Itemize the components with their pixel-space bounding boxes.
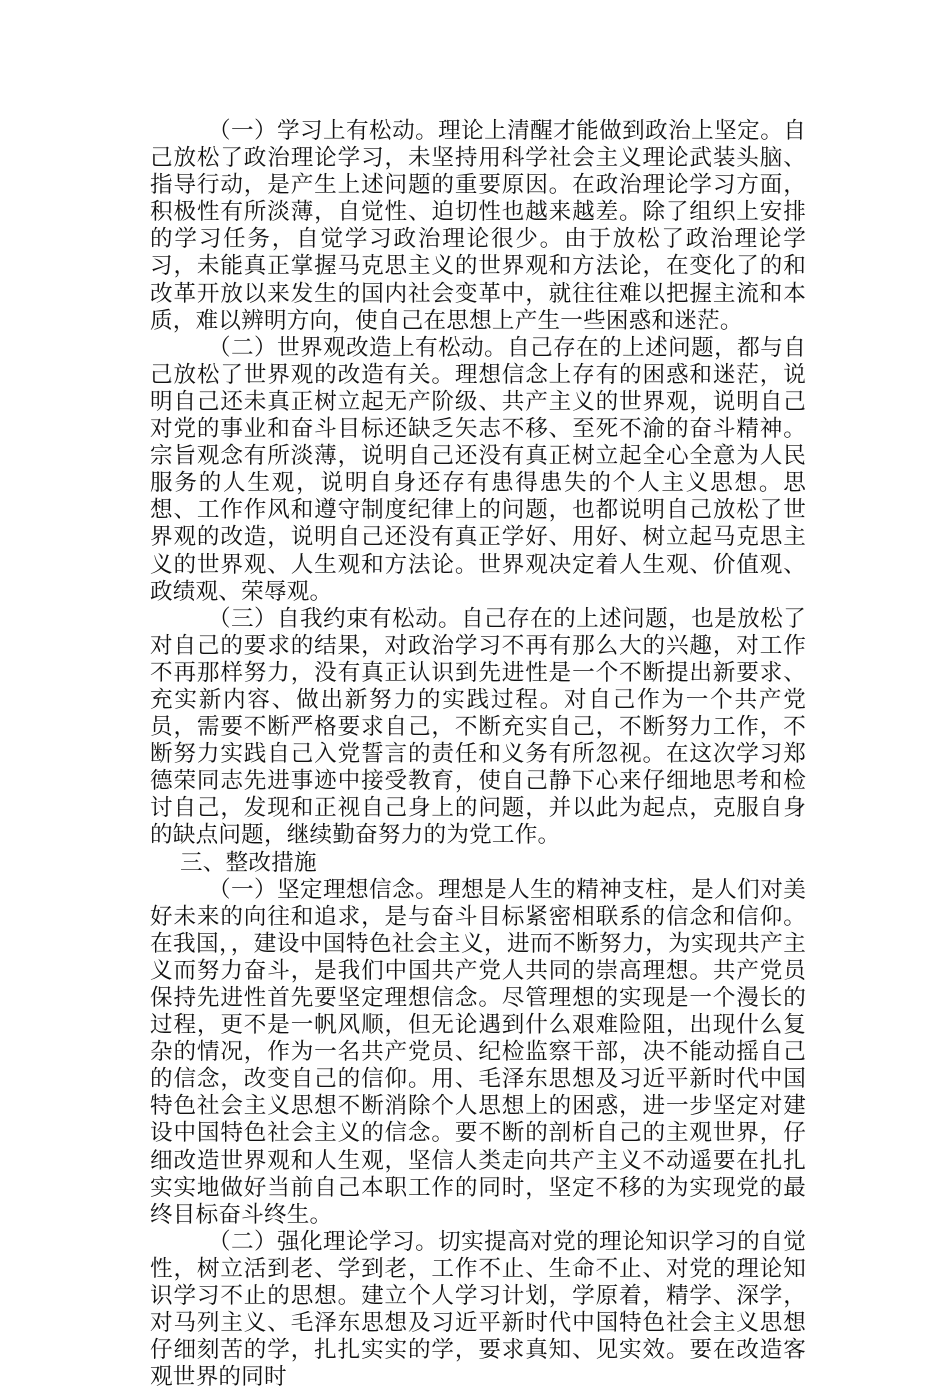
section-heading-rectification: 三、整改措施 — [180, 849, 317, 876]
paragraph-worldview-loosening: （二）世界观改造上有松动。自己存在的上述问题，都与自己放松了世界观的改造有关。理想信念上存有的困惑和迷茫，说明自己还未真正树立起无产阶级、共产主义的世界观，说明自己对党的事业和奋斗目标还缺乏矢志不移、至死不渝的奋斗精神。宗旨观念有所淡薄，说明自己还没有真正树立起全心全意为人民服务的人生观，说明自身还存有患得患失的个人主义思想。思想、工作作风和遵守制度纪律上的问题，也都说明自己放松了世界观的改造，说明自己还没有真正学好、用好、树立起马克思主义的世界观、人生观和方法论。世界观决定着人生观、价值观、政绩观、荣辱观。 — [150, 334, 806, 605]
paragraph-firm-ideals: （一）坚定理想信念。理想是人生的精神支柱，是人们对美好未来的向往和追求，是与奋斗目标紧密相联系的信念和信仰。在我国，，建设中国特色社会主义，进而不断努力，为实现共产主义而努力奋斗，是我们中国共产党人共同的崇高理想。共产党员保持先进性首先要坚定理想信念。尽管理想的实现是一个漫长的过程，更不是一帆风顺，但无论遇到什么艰难险阻，出现什么复杂的情况，作为一名共产党员、纪检监察干部，决不能动摇自己的信念，改变自己的信仰。用、毛泽东思想及习近平新时代中国特色社会主义思想不断消除个人思想上的困惑，进一步坚定对建设中国特色社会主义的信念。要不断的剖析自己的主观世界，仔细改造世界观和人生观，坚信人类走向共产主义不动遥要在扎扎实实地做好当前自己本职工作的同时，坚定不移的为实现党的最终目标奋斗终生。 — [150, 876, 806, 1228]
paragraph-theory-study: （二）强化理论学习。切实提高对党的理论知识学习的自觉性，树立活到老、学到老，工作不止、生命不止、对党的理论知识学习不止的思想。建立个人学习计划，学原着，精学、深学，对马列主义、毛泽东思想及习近平新时代中国特色社会主义思想仔细刻苦的学，扎扎实实的学，要求真知、见实效。要在改造客观世界的同时 — [150, 1228, 806, 1391]
paragraph-self-discipline-loosening: （三）自我约束有松动。自己存在的上述问题，也是放松了对自己的要求的结果，对政治学习不再有那么大的兴趣，对工作不再那样努力，没有真正认识到先进性是一个不断提出新要求、充实新内容、做出新努力的实践过程。对自己作为一个共产党员，需要不断严格要求自己，不断充实自己，不断努力工作，不断努力实践自己入党誓言的责任和义务有所忽视。在这次学习郑德荣同志先进事迹中接受教育，使自己静下心来仔细地思考和检讨自己，发现和正视自己身上的问题，并以此为起点，克服自身的缺点问题，继续勤奋努力的为党工作。 — [150, 605, 806, 849]
paragraph-study-loosening: （一）学习上有松动。理论上清醒才能做到政治上坚定。自己放松了政治理论学习，未坚持用科学社会主义理论武装头脑、指导行动，是产生上述问题的重要原因。在政治理论学习方面，积极性有所淡薄，自觉性、迫切性也越来越差。除了组织上安排的学习任务，自觉学习政治理论很少。由于放松了政治理论学习，未能真正掌握马克思主义的世界观和方法论，在变化了的和改革开放以来发生的国内社会变革中，就往往难以把握主流和本质，难以辨明方向，使自己在思想上产生一些困惑和迷茫。 — [150, 118, 806, 334]
document-body — [150, 118, 806, 1391]
